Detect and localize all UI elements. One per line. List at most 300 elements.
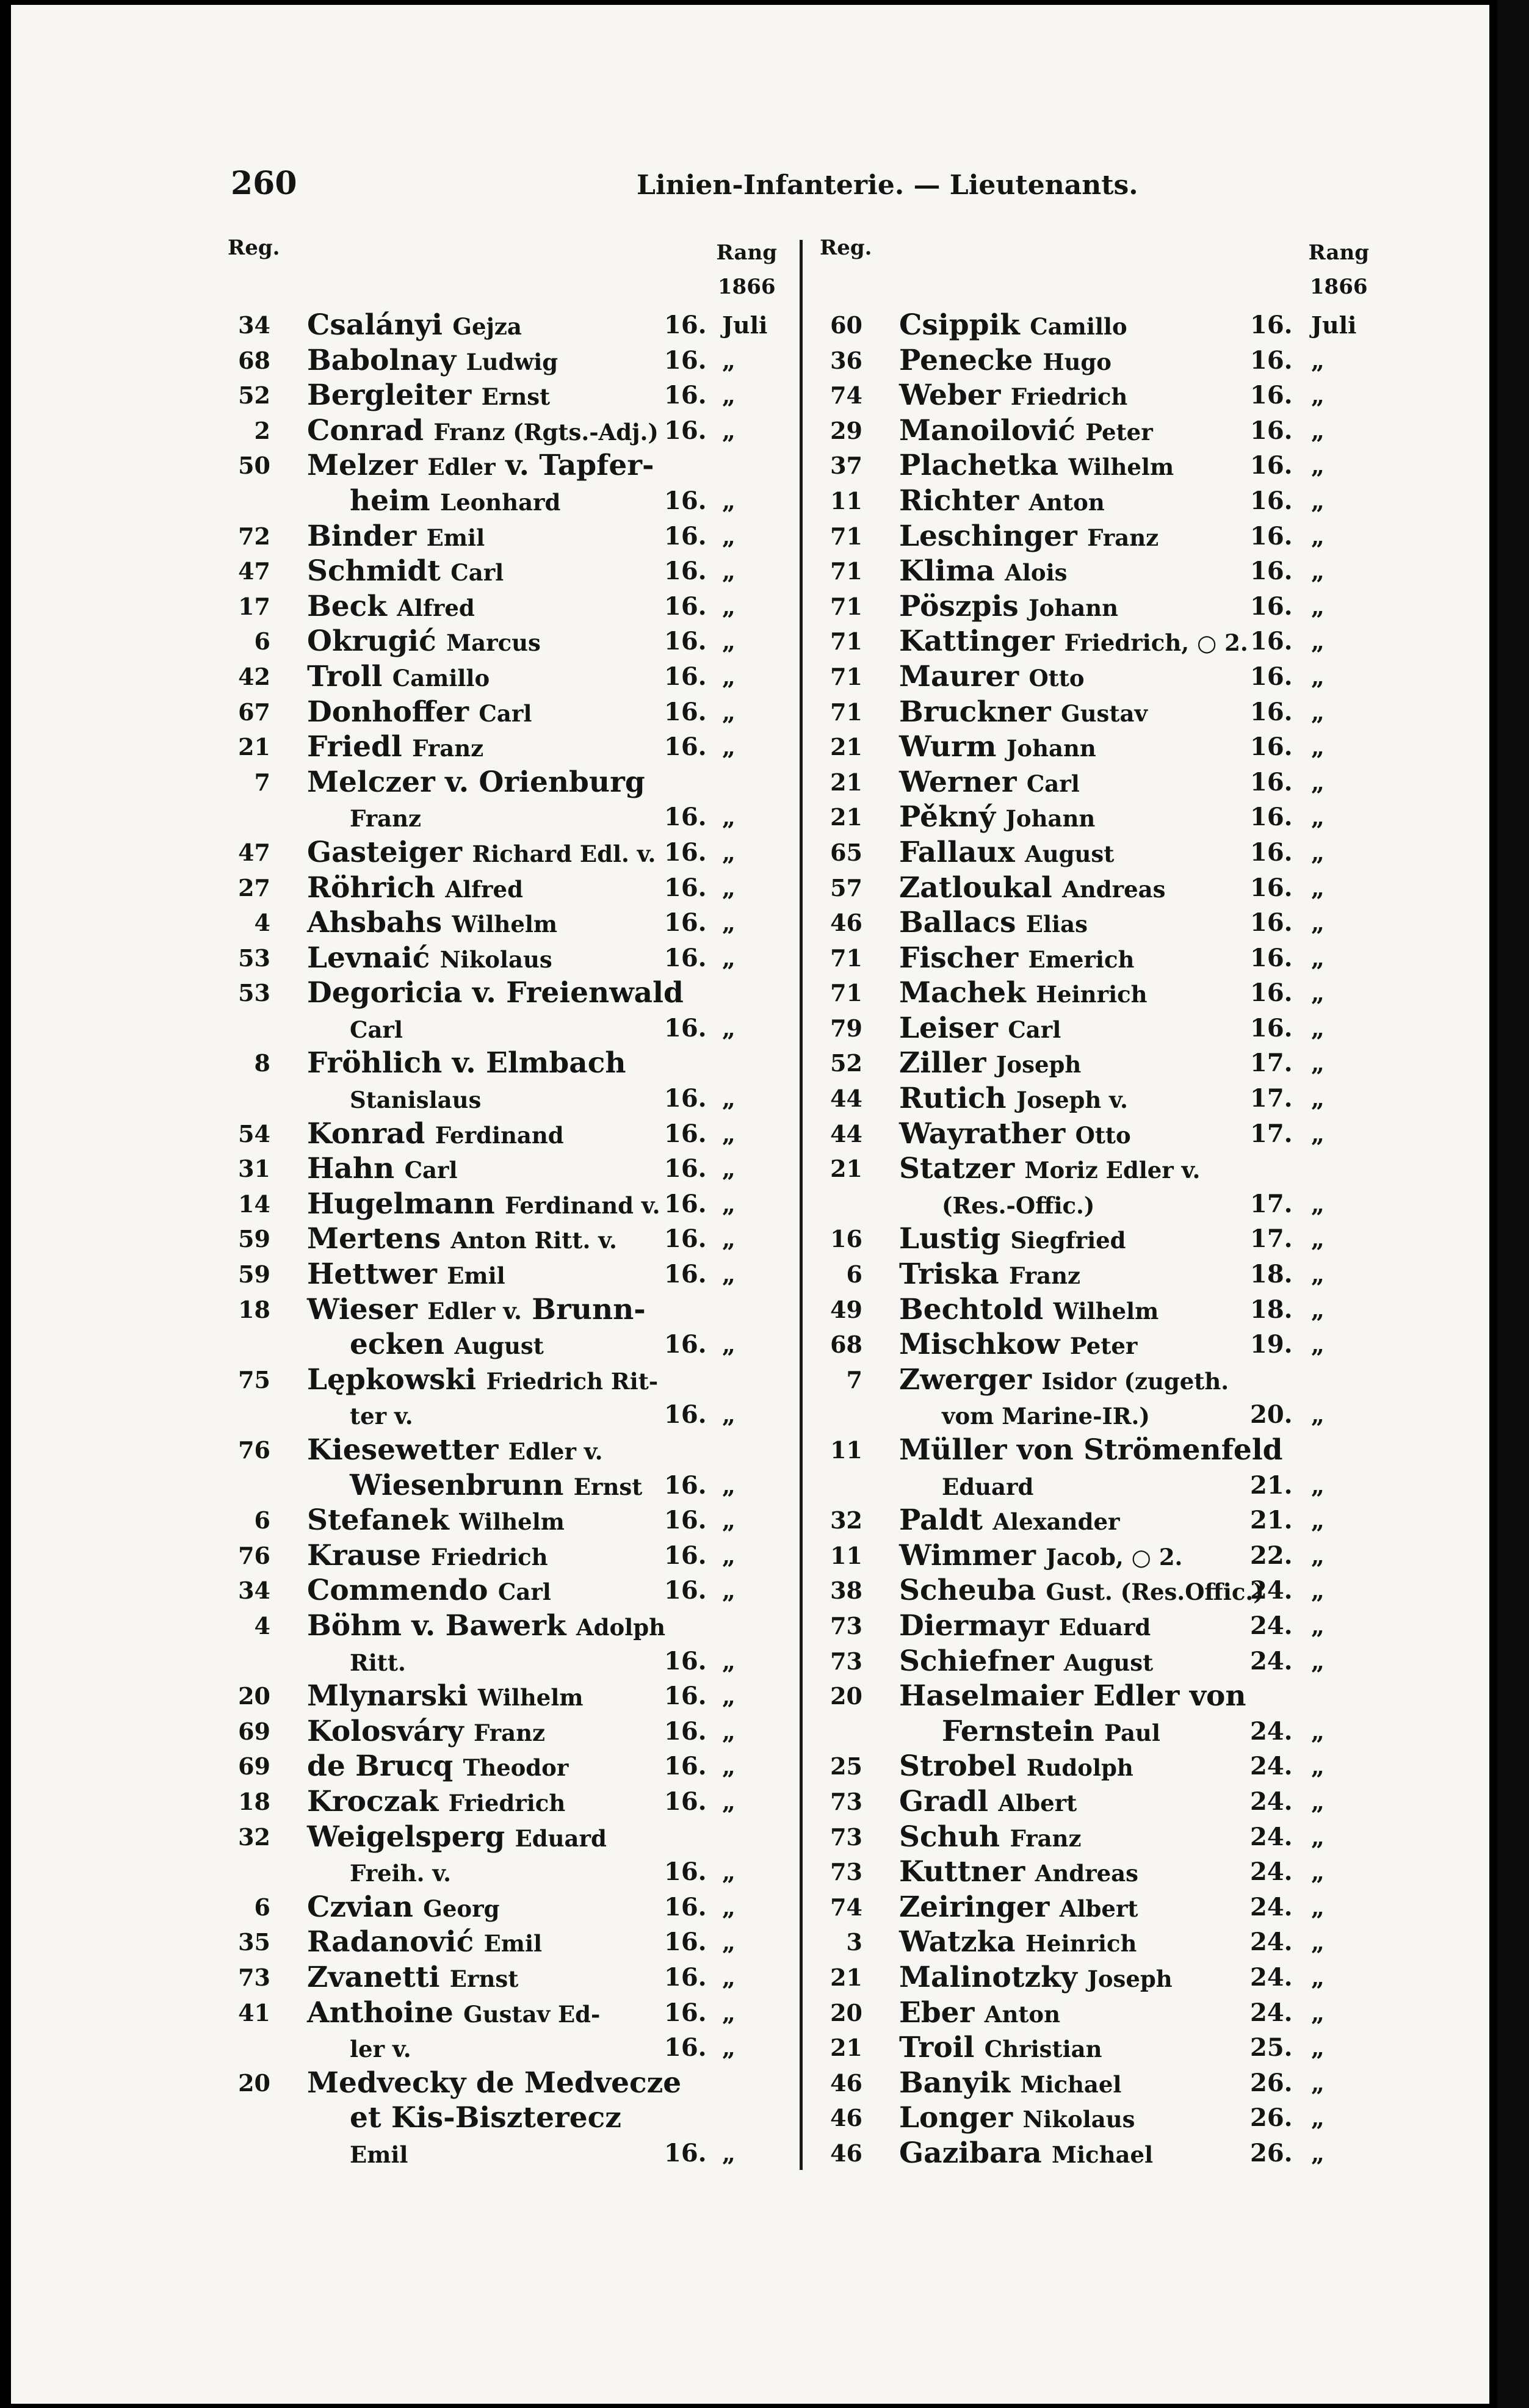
list-item [228, 1820, 792, 1855]
officer-name [307, 1257, 505, 1294]
surname: Wayrather [899, 1116, 1066, 1151]
list-item [820, 448, 1384, 483]
surname: Gradl [899, 1784, 989, 1818]
officer-name [899, 1221, 1126, 1259]
officer-name [899, 1679, 1246, 1716]
rank-day: 16. [664, 345, 707, 375]
rank-month: „ [722, 627, 736, 656]
surname: Manoilović [899, 413, 1075, 447]
rank-month: „ [1311, 346, 1325, 374]
list-item [228, 1046, 792, 1081]
officer-name [899, 2030, 1102, 2067]
list-item [228, 659, 792, 695]
rank-month: „ [722, 486, 736, 515]
given-name: Edler v. [508, 1438, 603, 1465]
rank-month: „ [722, 1155, 736, 1183]
given-name: Carl [350, 1016, 403, 1043]
rank-month: „ [722, 557, 736, 585]
reg-number: 74 [830, 381, 862, 410]
reg-number: 38 [830, 1577, 862, 1605]
reg-number: 73 [830, 1823, 862, 1851]
given-name: Siegfried [1010, 1227, 1126, 1254]
reg-number: 25 [830, 1752, 862, 1781]
officer-name [899, 589, 1118, 626]
reg-number: 76 [238, 1436, 270, 1464]
reg-number: 18 [238, 1787, 270, 1815]
given-name: Adolph [576, 1613, 665, 1641]
reg-number: 35 [238, 1928, 270, 1956]
rank-month: „ [1311, 698, 1325, 726]
officer-name [307, 1679, 584, 1716]
rank-month: „ [1311, 381, 1325, 410]
surname: Okrugić [307, 624, 436, 659]
surname: Fröhlich v. Elmbach [307, 1046, 626, 1080]
given-name: Emil [350, 2141, 408, 2168]
officer-name [899, 1784, 1077, 1821]
rank-month: „ [722, 2139, 736, 2167]
surname: Kattinger [899, 624, 1055, 659]
list-item [820, 1784, 1384, 1820]
scanned-page [11, 5, 1489, 2404]
given-name: Georg [423, 1895, 500, 1922]
rank-day: 16. [664, 591, 707, 621]
surname: Maurer [899, 659, 1019, 693]
given-name: Emil [447, 1262, 505, 1290]
list-item [820, 1187, 1384, 1222]
rank-month: „ [1311, 733, 1325, 761]
given-name: Anton [1028, 488, 1105, 516]
reg-number: 6 [254, 1506, 270, 1535]
officer-name [307, 1573, 551, 1610]
list-item [228, 695, 792, 730]
rank-month: „ [1311, 1998, 1325, 2027]
rank-month: „ [722, 1506, 736, 1535]
given-name: (Res.-Offic.) [942, 1191, 1095, 1219]
officer-name [899, 1749, 1133, 1786]
officer-name [899, 1960, 1173, 1997]
surname: Bechtold [899, 1292, 1044, 1326]
list-item [228, 1538, 792, 1574]
rank-month: „ [1311, 1963, 1325, 1991]
rank-day: 16. [664, 557, 707, 586]
rank-day: 16. [664, 1119, 707, 1148]
officer-name [307, 765, 645, 802]
officer-name [307, 1890, 499, 1927]
rank-month: „ [1311, 1506, 1325, 1535]
list-item [820, 589, 1384, 624]
surname: Zwerger [899, 1362, 1032, 1397]
rank-day: 16. [664, 1541, 707, 1570]
rank-month: „ [1311, 1190, 1325, 1218]
list-item [228, 554, 792, 589]
surname: Haselmaier Edler von [899, 1679, 1246, 1713]
list-item [820, 1995, 1384, 2031]
name-continued [350, 2136, 408, 2173]
rang-label [716, 236, 777, 304]
surname-part: ecken [350, 1328, 445, 1362]
officer-name [307, 378, 550, 415]
list-item [820, 1644, 1384, 1679]
reg-number: 71 [830, 698, 862, 726]
list-item [820, 2030, 1384, 2066]
list-item [228, 1292, 792, 1328]
rank-day: 16. [664, 627, 707, 656]
rank-day: 16. [664, 521, 707, 551]
given-name: Alexander [992, 1508, 1120, 1536]
rank-day: 16. [664, 1224, 707, 1254]
name-continued [350, 800, 421, 837]
surname: Triska [899, 1257, 999, 1292]
rank-month: „ [722, 1331, 736, 1359]
reg-number: 29 [830, 416, 862, 444]
name-continuation: v. Tapfer- [505, 449, 654, 483]
officer-name [307, 729, 483, 767]
surname: Wurm [899, 730, 997, 764]
rank-day: 16. [1250, 557, 1293, 586]
name-continued [942, 1468, 1033, 1505]
rank-day: 21. [1250, 1506, 1293, 1535]
rank-month: „ [722, 662, 736, 690]
rank-month: „ [722, 803, 736, 831]
officer-name [899, 483, 1105, 521]
surname: Paldt [899, 1503, 983, 1538]
reg-number: 73 [830, 1787, 862, 1815]
rank-month: „ [1311, 557, 1325, 585]
rank-day: 24. [1250, 1962, 1293, 1992]
list-item [820, 1538, 1384, 1574]
surname: Watzka [899, 1925, 1016, 1959]
rank-month: „ [722, 1471, 736, 1499]
list-item [228, 870, 792, 906]
reg-number: 73 [238, 1963, 270, 1991]
surname: Mischkow [899, 1328, 1060, 1362]
officer-name [307, 659, 490, 696]
officer-name [307, 835, 656, 872]
rank-month: „ [1311, 1331, 1325, 1359]
reg-number: 71 [830, 662, 862, 690]
reg-number: 11 [830, 1541, 862, 1569]
list-item [228, 1573, 792, 1608]
reg-number: 20 [238, 1682, 270, 1710]
given-name: Leonhard [440, 488, 561, 516]
surname: Werner [899, 765, 1017, 799]
surname: Hugelmann [307, 1187, 495, 1221]
rank-day: 17. [1250, 1224, 1293, 1254]
given-name: Ritt. [350, 1649, 406, 1676]
officer-name [899, 1538, 1182, 1575]
rank-month: „ [1311, 768, 1325, 796]
rank-day: 16. [664, 1576, 707, 1605]
rank-month: „ [1311, 944, 1325, 972]
rank-day: 21. [1250, 1470, 1293, 1500]
rank-month: „ [1311, 1611, 1325, 1640]
surname: Ballacs [899, 906, 1016, 940]
given-name: Isidor (zugeth. [1041, 1367, 1229, 1395]
rank-month: „ [722, 1647, 736, 1675]
surname: Radanović [307, 1925, 474, 1959]
list-item [820, 554, 1384, 589]
rank-day: 16. [664, 1962, 707, 1992]
surname: Czvian [307, 1890, 413, 1924]
surname: Mlynarski [307, 1679, 468, 1713]
rank-month: „ [722, 1014, 736, 1042]
list-item [820, 1820, 1384, 1855]
reg-number: 16 [830, 1225, 862, 1253]
given-name: Elias [1025, 911, 1088, 938]
rank-day: 24. [1250, 1998, 1293, 2027]
surname: Friedl [307, 730, 402, 764]
rang-label-text: Rang [1308, 240, 1369, 265]
reg-number: 68 [238, 346, 270, 374]
list-item [820, 1714, 1384, 1749]
surname: Degoricia v. Freienwald [307, 976, 684, 1010]
surname: Donhoffer [307, 695, 469, 729]
reg-number: 47 [238, 838, 270, 866]
reg-number: 71 [830, 944, 862, 972]
officer-name [899, 1608, 1151, 1646]
rank-month: „ [1311, 416, 1325, 444]
rank-month: „ [722, 1577, 736, 1605]
given-name: Nikolaus [439, 945, 552, 973]
reg-number: 46 [830, 909, 862, 937]
surname: Lustig [899, 1222, 1001, 1256]
list-item [228, 1362, 792, 1398]
rank-month: „ [1311, 1295, 1325, 1323]
given-name: Johann [1028, 594, 1119, 621]
rank-day: 17. [1250, 1049, 1293, 1078]
left-column [228, 230, 792, 2171]
given-name: Gustav [1061, 700, 1148, 727]
given-name: Eduard [515, 1824, 607, 1852]
surname: Schuh [899, 1820, 1000, 1854]
list-item [820, 1608, 1384, 1644]
rank-month: „ [722, 381, 736, 410]
list-item [228, 1608, 792, 1644]
list-item [228, 2100, 792, 2136]
officer-name [899, 413, 1153, 450]
officer-name [307, 308, 522, 345]
rank-day: 16. [664, 697, 707, 726]
officer-name [307, 519, 485, 556]
rank-month: „ [722, 1401, 736, 1429]
surname: Troll [307, 659, 383, 693]
officer-name [899, 1995, 1060, 2033]
officer-name [307, 1116, 564, 1154]
rank-month: „ [1311, 1928, 1325, 1956]
reg-number: 46 [830, 2139, 862, 2167]
officer-name [899, 1890, 1138, 1927]
given-name: Ernst [573, 1473, 643, 1500]
given-name: August [454, 1332, 544, 1360]
given-name: Paul [1104, 1719, 1160, 1746]
given-name: Carl [404, 1157, 458, 1184]
list-item [820, 729, 1384, 765]
reg-number: 42 [238, 662, 270, 690]
officer-name [899, 729, 1096, 767]
given-name: Friedrich [1010, 383, 1128, 411]
list-item [820, 835, 1384, 870]
given-name: Joseph v. [1016, 1086, 1128, 1114]
reg-number: 8 [254, 1049, 270, 1077]
rank-day: 16. [664, 1013, 707, 1043]
rank-month: „ [722, 944, 736, 972]
rank-month: „ [722, 1119, 736, 1148]
given-name: Theodor [463, 1754, 569, 1782]
surname: Konrad [307, 1116, 425, 1151]
officer-name [307, 624, 541, 661]
reg-number: 21 [830, 2034, 862, 2062]
surname: Longer [899, 2101, 1013, 2135]
list-item [820, 1116, 1384, 1152]
officer-name [899, 1433, 1283, 1470]
surname: Commendo [307, 1574, 488, 1608]
officer-name [899, 1820, 1081, 1857]
given-name: Wilhelm [459, 1508, 565, 1536]
rank-month: „ [722, 1998, 736, 2027]
list-item [228, 413, 792, 449]
list-item [820, 413, 1384, 449]
officer-name [307, 2066, 681, 2103]
officer-name [899, 308, 1127, 345]
list-item [228, 589, 792, 624]
surname: Statzer [899, 1152, 1015, 1186]
rank-month: „ [722, 909, 736, 937]
given-name: ler v. [350, 2036, 411, 2063]
list-item [228, 1679, 792, 1714]
officer-name [899, 554, 1067, 591]
rank-day: 16. [1250, 837, 1293, 867]
surname: Zvanetti [307, 1960, 440, 1994]
reg-number: 72 [238, 522, 270, 550]
rank-day: 16. [1250, 381, 1293, 410]
given-name: Heinrich [1036, 981, 1148, 1008]
officer-name [307, 1292, 646, 1329]
list-item [820, 1257, 1384, 1292]
given-name: Alfred [397, 594, 475, 621]
rank-month: „ [722, 1893, 736, 1921]
list-item [820, 941, 1384, 976]
given-name: Wilhelm [1068, 454, 1174, 481]
list-item [820, 483, 1384, 519]
officer-name [307, 1820, 607, 1857]
surname: Rutich [899, 1082, 1007, 1116]
rank-day: 16. [664, 1260, 707, 1289]
reg-number: 21 [238, 733, 270, 761]
officer-name [307, 870, 523, 908]
rank-day: 18. [1250, 1295, 1293, 1324]
rank-month: „ [1311, 803, 1325, 831]
officer-name [307, 1433, 603, 1470]
surname: Melczer v. Orienburg [307, 765, 645, 799]
rank-month: „ [1311, 522, 1325, 550]
reg-number: 71 [830, 627, 862, 656]
given-name: Hugo [1043, 348, 1112, 375]
given-name: Gustav Ed- [463, 2000, 601, 2028]
reg-number: 71 [830, 522, 862, 550]
right-column-header [820, 230, 1384, 308]
rank-day: 16. [664, 311, 707, 339]
officer-name [307, 1187, 660, 1224]
list-item [820, 1468, 1384, 1503]
rank-month: „ [1311, 1541, 1325, 1569]
given-name: Carl [479, 700, 532, 727]
list-item [228, 1784, 792, 1820]
surname: Anthoine [307, 1995, 454, 2030]
rank-day: 16. [664, 1470, 707, 1500]
rank-month: „ [1311, 1577, 1325, 1605]
surname: Wieser [307, 1292, 417, 1326]
surname: Diermayr [899, 1608, 1049, 1643]
rank-month: „ [722, 416, 736, 444]
surname: Babolnay [307, 343, 457, 377]
surname: Wimmer [899, 1538, 1036, 1572]
rank-day: 16. [664, 662, 707, 691]
rank-day: 25. [1250, 2033, 1293, 2063]
surname: Stefanek [307, 1503, 449, 1538]
officer-name [307, 554, 504, 591]
surname: Banyik [899, 2066, 1011, 2100]
officer-name [899, 1573, 1264, 1610]
list-item [228, 1925, 792, 1960]
left-rows [228, 308, 792, 2171]
surname-part: Fernstein [942, 1714, 1094, 1748]
rank-day: 16. [664, 1716, 707, 1746]
reg-number: 7 [254, 768, 270, 796]
rank-day: 16. [1250, 1013, 1293, 1043]
rank-month: „ [1311, 1787, 1325, 1815]
given-name: Freih. v. [350, 1860, 452, 1887]
reg-number: 32 [830, 1506, 862, 1535]
list-item [820, 1397, 1384, 1433]
given-name: Nikolaus [1022, 2106, 1135, 2133]
given-name: Franz [1010, 1824, 1082, 1852]
given-name: Camillo [1030, 313, 1127, 340]
given-name: August [1063, 1649, 1154, 1676]
reg-number: 44 [830, 1119, 862, 1148]
rank-month: „ [1311, 2139, 1325, 2167]
given-name: Ludwig [466, 348, 558, 375]
reg-number: 46 [830, 2104, 862, 2132]
officer-name [899, 1292, 1158, 1329]
list-item [820, 308, 1384, 343]
reg-number: 73 [830, 1647, 862, 1675]
reg-number: 75 [238, 1365, 270, 1394]
surname: Richter [899, 483, 1019, 518]
reg-number: 20 [830, 1998, 862, 2027]
officer-name [307, 343, 558, 380]
reg-number: 20 [238, 2069, 270, 2097]
officer-name [899, 1644, 1153, 1681]
name-continued [942, 1397, 1150, 1434]
list-item [228, 729, 792, 765]
reg-number: 27 [238, 873, 270, 902]
rang-label-text: Rang [716, 240, 777, 265]
reg-number: 57 [830, 873, 862, 902]
list-item [820, 1081, 1384, 1116]
rank-month: „ [1311, 1858, 1325, 1886]
given-name: Peter [1085, 418, 1153, 446]
list-item [228, 905, 792, 941]
rank-day: 16. [1250, 873, 1293, 902]
reg-number: 21 [830, 768, 862, 796]
surname: Kuttner [899, 1855, 1025, 1889]
given-name: Gust. (Res.Offic.) [1046, 1578, 1264, 1606]
surname: Lępkowski [307, 1362, 477, 1397]
reg-number: 65 [830, 838, 862, 866]
given-name: Albert [998, 1789, 1077, 1817]
rank-month: „ [722, 1858, 736, 1886]
officer-name [307, 1151, 458, 1188]
